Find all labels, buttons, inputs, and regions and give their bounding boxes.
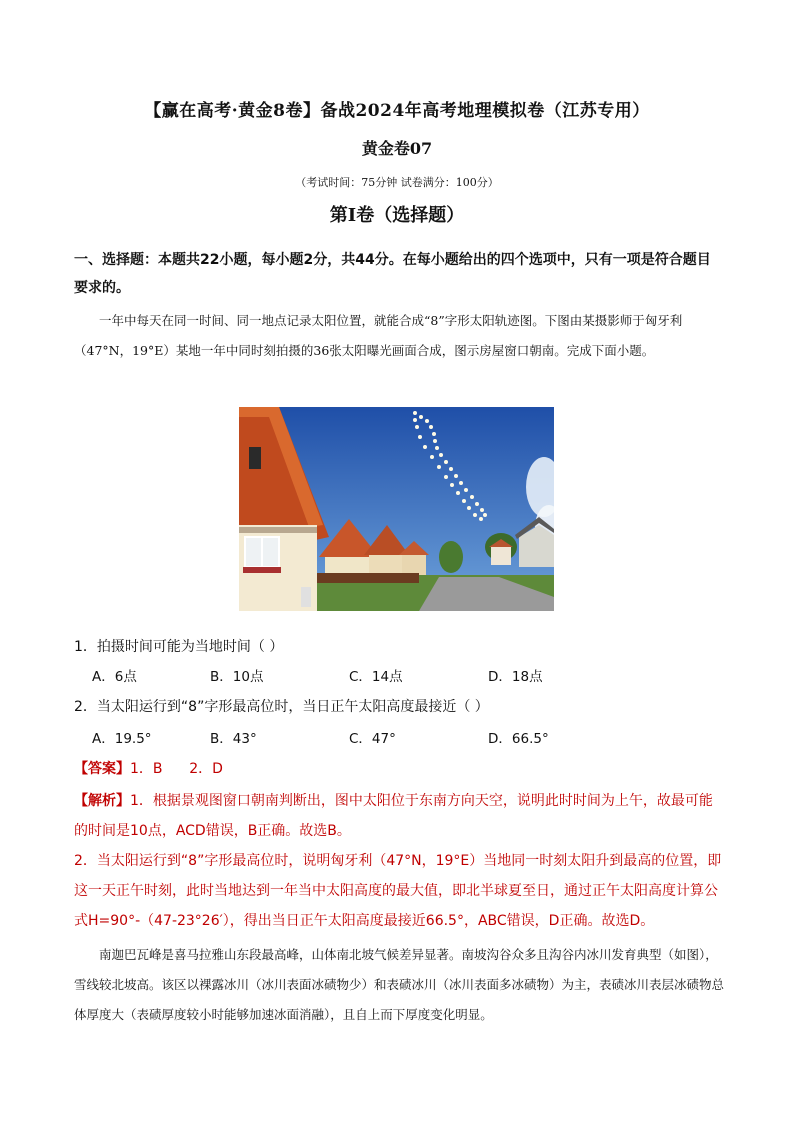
question-2-option-c: C．47° — [349, 731, 396, 747]
analysis-text-1: 1．根据景观图窗口朝南判断出，图中太阳位于东南方向天空，说明此时时间为上午，故最可能的时间是10点，ACD错误，B正确。故选B。 — [74, 793, 713, 839]
passage-2: 南迦巴瓦峰是喜马拉雅山东段最高峰，山体南北坡气候差异显著。南坡沟谷众多且沟谷内冰川发育典型（如图），雪线较北坡高。该区以裸露冰川（冰川表面冰碛物少）和表碛冰川（冰川表面多冰碛物）为主，表碛冰川表层冰碛物总体厚度大（表碛厚度较小时能够加速冰面消融），且自上而下厚度变化明显。 — [74, 947, 725, 1022]
analemma-photo-image — [239, 407, 554, 611]
analemma-photo — [239, 407, 554, 611]
question-2-option-b: B．43° — [210, 731, 257, 747]
question-2-option-d: D．66.5° — [488, 731, 549, 747]
answer-label: 【答案】 — [74, 761, 130, 777]
passage-1: 一年中每天在同一时间、同一地点记录太阳位置，就能合成“8”字形太阳轨迹图。下图由某摄影师于匈牙利（47°N，19°E）某地一年中同时刻拍摄的36张太阳曝光画面合成，图示房屋窗口朝南。完成下面小题。 — [74, 313, 683, 358]
exam-subtitle: 黄金卷07 — [361, 139, 433, 158]
question-1-option-b: B．10点 — [210, 669, 264, 685]
analysis-part-1 — [74, 786, 724, 846]
answer-text: 1．B 2．D — [130, 761, 223, 777]
section-heading: 第I卷（选择题） — [329, 205, 465, 226]
question-2-option-a: A．19.5° — [92, 731, 152, 747]
exam-title: 【赢在高考·黄金8卷】备战2024年高考地理模拟卷（江苏专用） — [144, 101, 650, 121]
question-1-option-c: C．14点 — [349, 669, 403, 685]
instructions: 一、选择题：本题共22小题，每小题2分，共44分。在每小题给出的四个选项中，只有一项是符合题目要求的。 — [74, 252, 711, 296]
question-1-option-d: D．18点 — [488, 669, 543, 685]
exam-meta: （考试时间：75分钟 试卷满分：100分） — [295, 176, 499, 189]
answer-line — [74, 758, 223, 778]
question-2-stem: 2．当太阳运行到“8”字形最高位时，当日正午太阳高度最接近（ ） — [74, 699, 489, 715]
question-1-option-a: A．6点 — [92, 669, 137, 685]
analysis-label: 【解析】 — [74, 793, 130, 809]
analysis-part-2: 2．当太阳运行到“8”字形最高位时，说明匈牙利（47°N，19°E）当地同一时刻太阳升到最高的位置，即这一天正午时刻，此时当地达到一年当中太阳高度的最大值，即北半球夏至日，通过正午太阳高度计算公式H=90°-（47-23°26′），得出当日正午太阳高度最接近66.5°，ABC错误，D正确。故选D。 — [74, 853, 722, 929]
question-1-stem: 1．拍摄时间可能为当地时间（ ） — [74, 639, 284, 655]
